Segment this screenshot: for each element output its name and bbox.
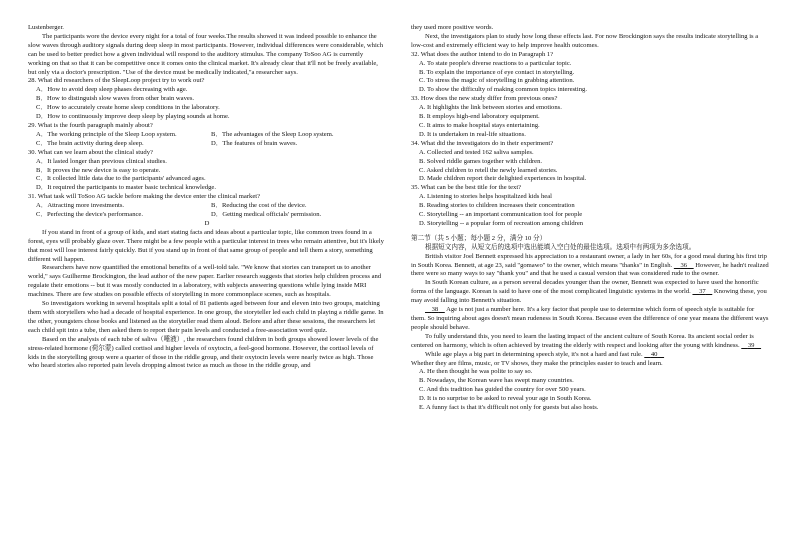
cloze-option-c: C. And this tradition has guided the country for over 500 years. bbox=[419, 386, 586, 394]
q33-option-c: C. It aims to make hospital stays entertaining. bbox=[419, 121, 540, 129]
q29-option-d: D．The features of brain waves. bbox=[211, 139, 298, 147]
q30-option-a: A．It lasted longer than previous clinical studies. bbox=[36, 157, 167, 165]
q29-options-row-1 bbox=[28, 131, 386, 140]
blank-38-number: 38 bbox=[431, 306, 439, 314]
q31-option-a: A．Attracting more investments. bbox=[36, 202, 125, 210]
cloze-text-4a: To fully understand this, you need to learn the lasting impact of the ancient culture of South Korea. Its ancient social order is centered on harmony, which is often achieved by treating the elderly with respect and looking after the young with kindness. bbox=[411, 332, 754, 349]
question-32: 32. What does the author intend to do in Paragraph 1? bbox=[411, 50, 554, 58]
blank-37 bbox=[692, 288, 712, 295]
q28-option-b: B．How to distinguish slow waves from other brain waves. bbox=[36, 95, 195, 103]
passage-d-paragraph-3: So investigators working in several hospitals split a total of 81 patients aged between four and eleven into two groups, matching them with storytellers who had a decade of hospital experience. In one group, the storyteller led each child in playing a riddle game. In the other, youngsters chose books and listened as the storyteller read them aloud. Before and after these sessions, the researchers let each child spit into a tube, then asked them to report their pain levels and conducted a free-association word quiz. bbox=[28, 300, 384, 334]
question-31: 31. What task will ToSoo AG tackle before making the device enter the clinical market? bbox=[28, 193, 261, 201]
q30-option-c: C．It collected little data due to the participants' advanced ages. bbox=[36, 175, 206, 183]
cloze-paragraph-5 bbox=[411, 351, 769, 360]
q34-option-a: A. Collected and tested 162 saliva samples. bbox=[419, 148, 534, 156]
question-35: 35. What can be the best title for the text? bbox=[411, 184, 522, 192]
blank-36-number: 36 bbox=[680, 261, 688, 269]
q34-option-b: B. Solved riddle games together with children. bbox=[419, 157, 543, 165]
cloze-text-3: Age is not just a number here. It's a key factor that people use to determine which form of speech style is suitable for them. So inquiring about ages doesn't mean rudeness in South Korea. Because even the difference of one year means the different ways people should behave. bbox=[411, 306, 769, 331]
blank-37-number: 37 bbox=[699, 288, 706, 296]
q35-option-d: D. Storytelling -- a popular form of recreation among children bbox=[419, 219, 584, 227]
cloze-text-5b: Whether they are films, music, or TV shows, they make the principles easier to teach and learn. bbox=[411, 359, 663, 367]
section-2-instructions: 根据短文内容，从短文后的选项中选出能填入空白处的最佳选项。选项中有两项为多余选项。 bbox=[425, 243, 696, 251]
blank-36 bbox=[674, 262, 694, 269]
passage-d-paragraph-4: Based on the analysis of each tube of saliva（唾液）, the researchers found children in both groups showed lower levels of the stress-related hormone (荷尔蒙) called cortisol and higher levels of oxytocin, a feel-good hormone. However, the cortisol levels of kids in the storytelling group were a quarter of those in the riddle group, and their oxytocin levels were nearly twice as high. Those who heard stories also reported pain levels dropping almost twice as much as those in the riddle group, and bbox=[28, 335, 379, 370]
question-33: 33. How does the new study differ from previous ones? bbox=[411, 95, 558, 103]
q28-option-c: C．How to accurately create home sleep conditions in the laboratory. bbox=[36, 104, 220, 112]
passage-c-ending: Lustenberger. bbox=[28, 24, 64, 31]
right-column bbox=[411, 24, 769, 413]
passage-d-paragraph-5: Next, the investigators plan to study how long these effects last. For now Brockington says the results indicate storytelling is a low-cost and extremely efficient way to help improve health outcomes. bbox=[411, 32, 759, 49]
question-30: 30. What can we learn about the clinical study? bbox=[28, 148, 153, 156]
blank-40 bbox=[644, 351, 664, 358]
section-d-heading: D bbox=[204, 219, 210, 227]
left-column bbox=[28, 24, 386, 371]
q31-option-d: D．Getting medical officials' permission. bbox=[211, 211, 322, 219]
cloze-text-1a: British visitor Joel Bennett expressed his appreciation to a restaurant owner, a lady in her 60s, for a good meal during his first trip in South Korea. Bennett, at age 23, said "gomawo" to the owner, which means "thanks" in English. bbox=[411, 252, 767, 269]
cloze-paragraph-3 bbox=[411, 306, 769, 333]
q33-option-d: D. It is undertaken in real-life situations. bbox=[419, 130, 526, 138]
q32-option-b: B. To explain the importance of eye contact in storytelling. bbox=[419, 68, 575, 76]
q31-options-row-2 bbox=[28, 211, 386, 220]
question-29: 29. What is the fourth paragraph mainly about? bbox=[28, 121, 153, 129]
q35-option-c: C. Storytelling -- an important communication tool for people bbox=[419, 211, 583, 219]
q29-option-b: B．The advantages of the Sleep Loop system. bbox=[211, 130, 334, 138]
passage-d-paragraph-2: Researchers have now quantified the emotional benefits of a well-told tale. "We know that stories can transport us to another world," says Guilherme Brockington, the lead author of the new paper. Earlier research suggests that stories help children process and regulate their emotions -- but it was mostly conducted in a laboratory, with subjects answering questions while lying inside MRI machines. There are few studies on possible effects of storytelling in more commonplace scenes, such as hospitals. bbox=[28, 264, 382, 299]
cloze-option-b: B. Nowadays, the Korean wave has swept many countries. bbox=[419, 377, 574, 385]
q35-option-b: B. Reading stories to children increases their concentration bbox=[419, 202, 575, 210]
q32-option-d: D. To show the difficulty of making common topics interesting. bbox=[419, 86, 587, 94]
cloze-option-e: E. A funny fact is that it's difficult not only for guests but also hosts. bbox=[419, 404, 599, 412]
cloze-paragraph-2 bbox=[411, 279, 769, 306]
q31-option-b: B．Reducing the cost of the device. bbox=[211, 202, 307, 210]
cloze-text-1b: However, he hadn't realized there were so many ways to say "thank you" and that he used a casual version that was considered rude to the owner. bbox=[411, 261, 769, 278]
cloze-text-2b: Knowing these, you may avoid falling into Bennett's situation. bbox=[411, 288, 767, 305]
q29-option-c: C．The brain activity during deep sleep. bbox=[36, 139, 144, 147]
q33-option-b: B. It employs high-end laboratory equipment. bbox=[419, 113, 540, 121]
blank-39 bbox=[741, 342, 761, 349]
q34-option-d: D. Made children report their delighted experiences in hospital. bbox=[419, 175, 587, 183]
blank-38 bbox=[425, 306, 445, 313]
q30-option-b: B．It proves the new device is easy to operate. bbox=[36, 166, 161, 174]
cloze-text-5a: While age plays a big part in determining speech style, it's not a hard and fast rule. bbox=[425, 350, 643, 358]
passage-c-paragraph: The participants wore the device every night for a total of four weeks.The results showed it was indeed possible to enhance the slow waves through auditory signals during deep sleep in most participants. However, individual differences were considerable, which can be used to better predict how a given individual will respond to the auditory stimulus. The company ToSoo AG is currently working on that so that it can be competitive once it comes onto the clinical market. It's already clear that it'll not be freely available, but only via a doctor's prescription. "Use of the device must be medically indicated,"a researcher says. bbox=[28, 32, 384, 76]
q34-option-c: C. Asked children to retell the newly learned stories. bbox=[419, 166, 558, 174]
q33-option-a: A. It highlights the link between stories and emotions. bbox=[419, 104, 562, 112]
q29-option-a: A．The working principle of the Sleep Loop system. bbox=[36, 130, 177, 138]
q32-option-c: C. To stress the magic of storytelling in grabbing attention. bbox=[419, 77, 575, 85]
q29-options-row-2 bbox=[28, 140, 386, 149]
cloze-text-2a: In South Korean culture, as a person several decades younger than the owner, Bennett was expected to have used the honorific forms of the language. Korean is said to have one of the most complicated linguistic systems in the world. bbox=[411, 279, 759, 296]
cloze-paragraph-4 bbox=[411, 333, 769, 351]
question-34: 34. What did the investigators do in their experiment? bbox=[411, 139, 554, 147]
cloze-option-d: D. It is no surprise to be asked to reveal your age in South Korea. bbox=[419, 395, 592, 403]
q28-option-a: A．How to avoid deep sleep phases decreasing with age. bbox=[36, 86, 188, 94]
q28-option-d: D．How to continuously improve deep sleep by playing sounds at home. bbox=[36, 113, 230, 121]
blank-40-number: 40 bbox=[650, 350, 658, 358]
section-2-title: 第二节（共 5 小题；每小题 2 分，满分 10 分） bbox=[411, 234, 547, 242]
q30-option-d: D．It required the participants to master basic technical knowledge. bbox=[36, 184, 216, 192]
cloze-paragraph-1 bbox=[411, 253, 769, 280]
q31-option-c: C．Perfecting the device's performance. bbox=[36, 211, 144, 219]
passage-d-continued: they used more positive words. bbox=[411, 24, 494, 31]
q31-options-row-1 bbox=[28, 202, 386, 211]
cloze-option-a: A. He then thought he was polite to say so. bbox=[419, 368, 533, 376]
blank-39-number: 39 bbox=[747, 341, 755, 349]
passage-d-paragraph-1: If you stand in front of a group of kids, and start stating facts and ideas about a particular topic, like common trees found in a forest, eyes will probably glaze over. There might be a few people with a particular interest in trees who remain attentive, but it's likely that most will lose interest fairly quickly. But if you stand up in front of that same group of people and tell them a story, something different will happen. bbox=[28, 228, 384, 263]
q32-option-a: A. To state people's diverse reactions to a particular topic. bbox=[419, 59, 572, 67]
q35-option-a: A. Listening to stories helps hospitalized kids heal bbox=[419, 193, 552, 201]
question-28: 28. What did researchers of the SleepLoop project try to work out? bbox=[28, 77, 205, 85]
